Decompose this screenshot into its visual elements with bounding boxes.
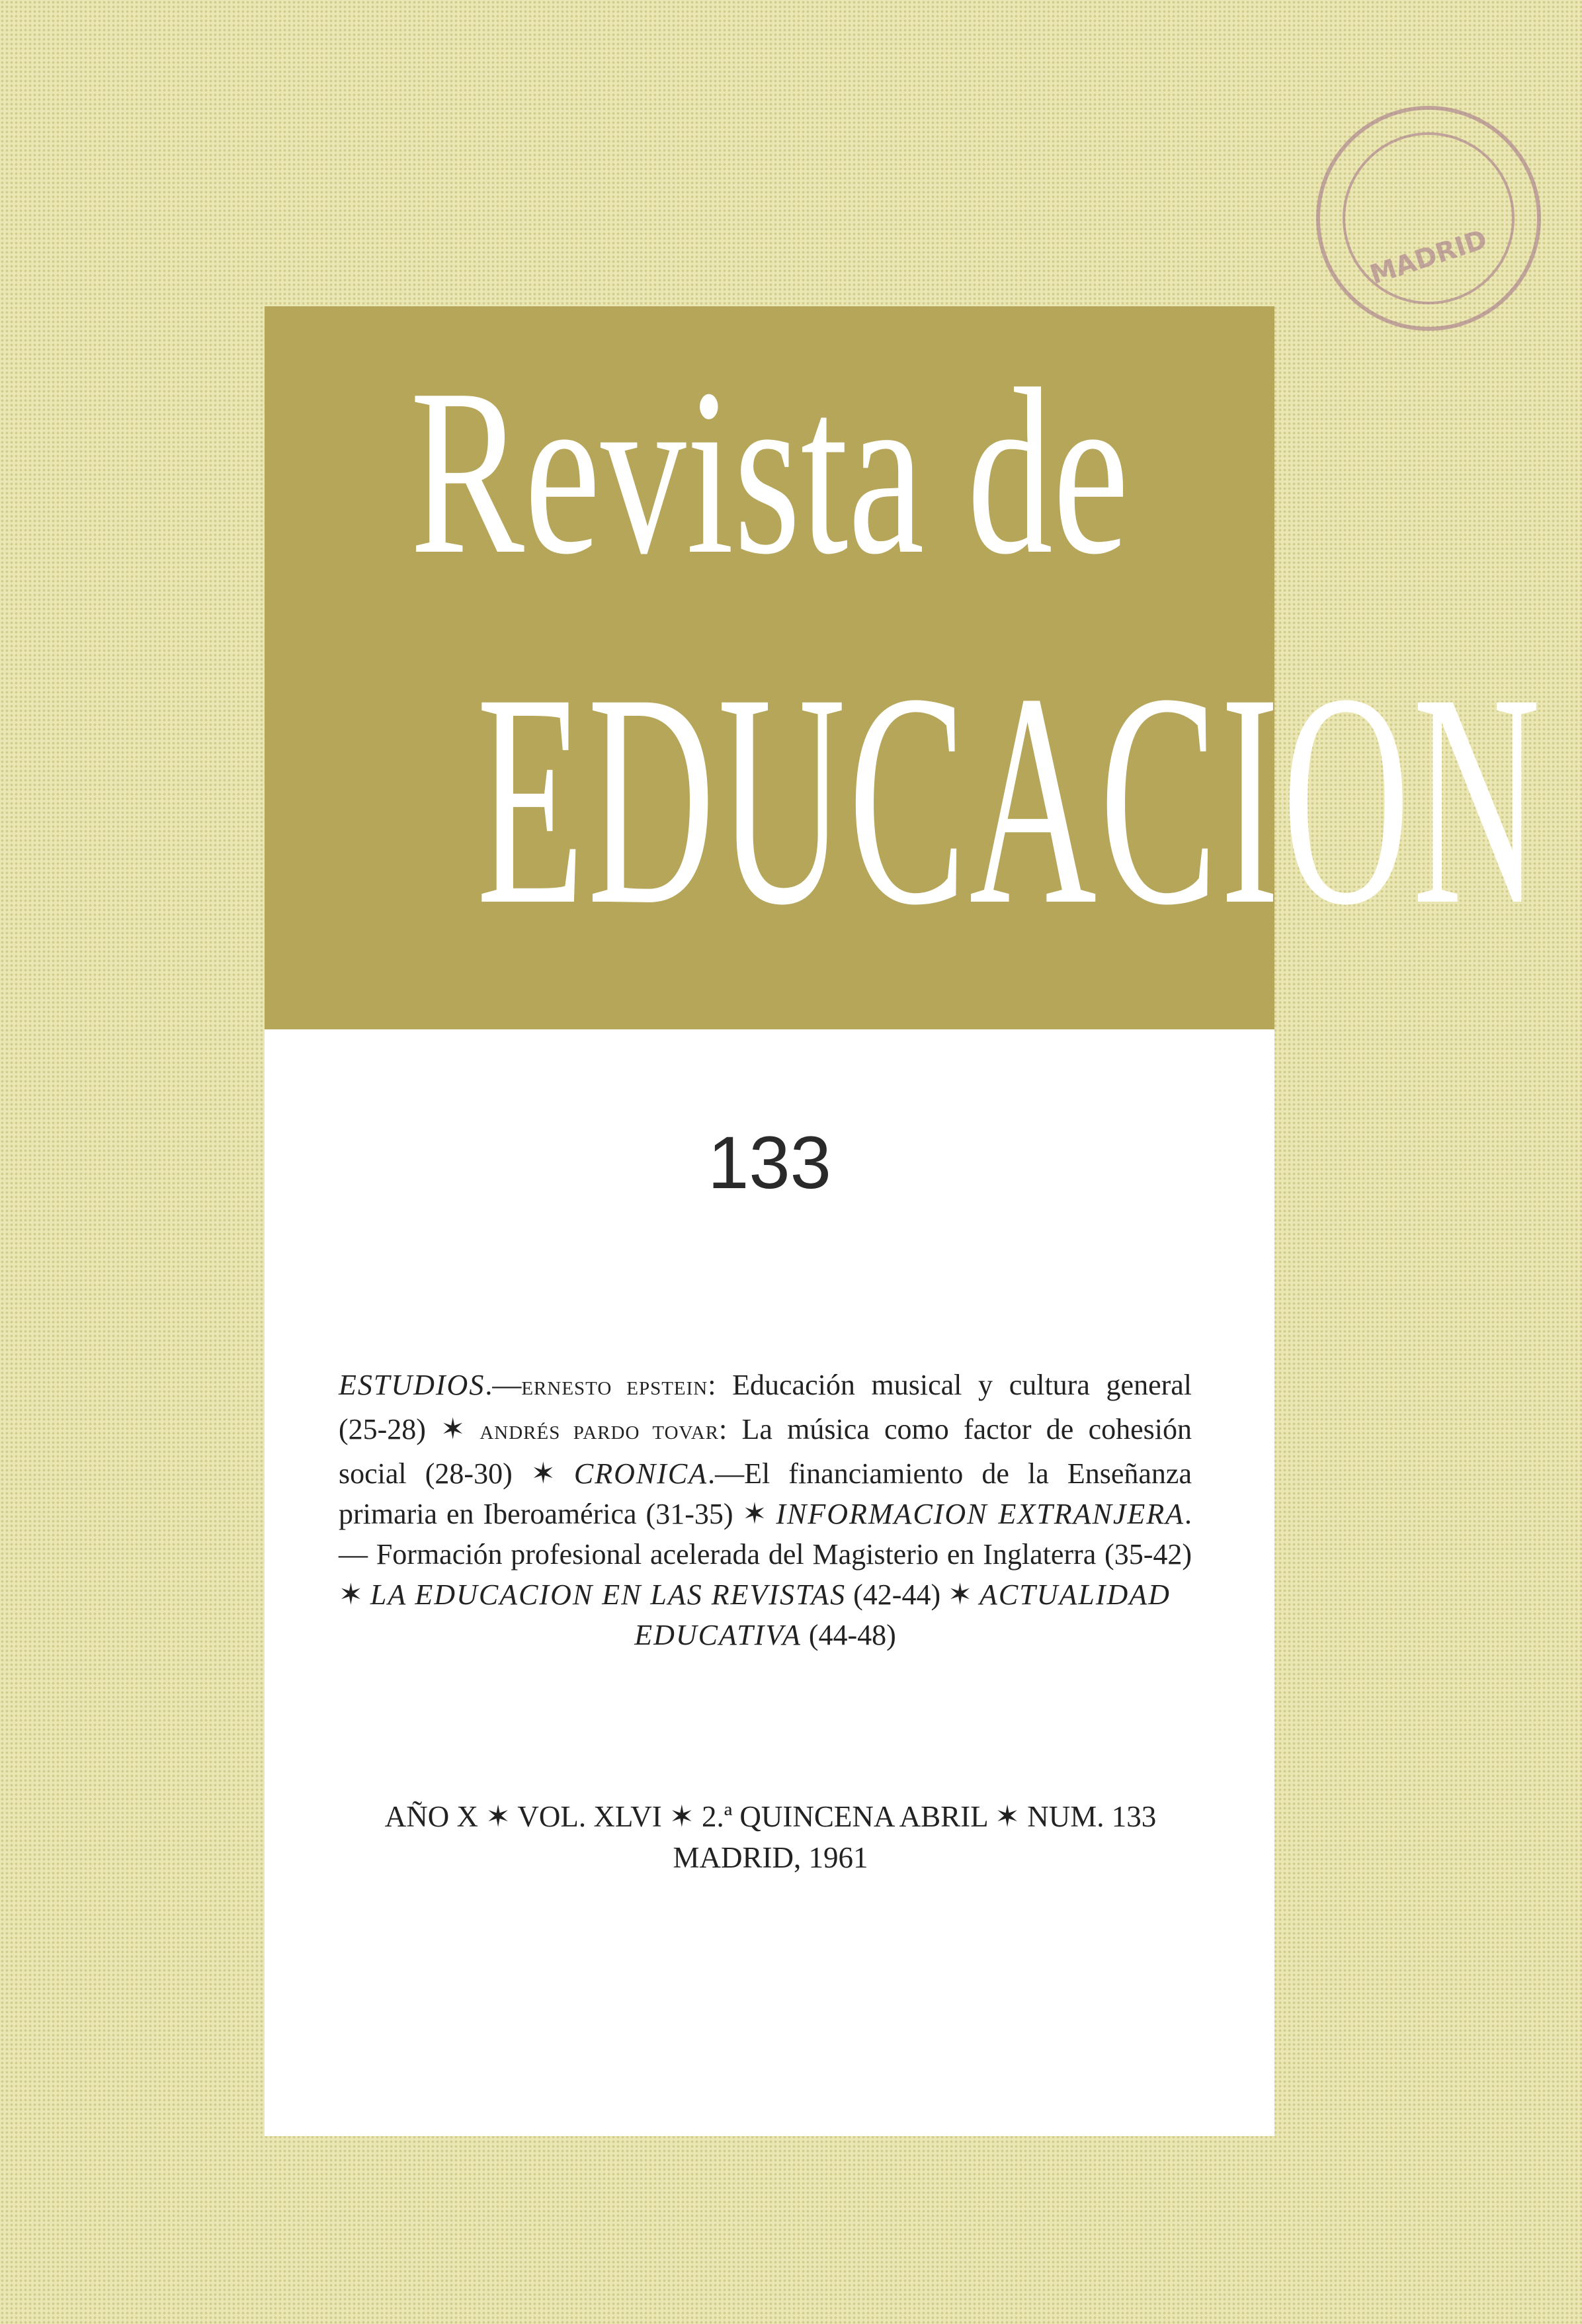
- library-stamp: [1316, 106, 1541, 331]
- section-cronica: CRONICA: [573, 1457, 708, 1490]
- issue-place-date: MADRID, 1961: [673, 1841, 868, 1874]
- article-musica-cohesion: La música como factor de cohesión social (28-30): [339, 1413, 1192, 1490]
- masthead-line-revista-de: Revista de: [410, 339, 1129, 603]
- author-epstein: ERNESTO EPSTEIN: [521, 1378, 708, 1399]
- issue-period: 2.ª QUINCENA ABRIL: [701, 1800, 987, 1833]
- issue-footer: [304, 1796, 1237, 1878]
- section-educacion-revistas: LA EDUCACION EN LAS REVISTAS: [370, 1578, 847, 1611]
- table-of-contents: ESTUDIOS.—ERNESTO EPSTEIN: Educación musical y cultura general (25-28) ✶ ANDRÉS PARDO TOVAR: La música como factor de cohesión social (28-30) ✶ CRONICA.—El financiamiento de la Enseñanza primaria en Iberoamérica (31-35) ✶ INFORMACION EXTRANJERA.— Formación profesional acelerada del Magisterio en Inglaterra (35-42) ✶ LA EDUCACION EN LAS REVISTAS (42-44) ✶ ACTUALIDAD EDUCATIVA (44-48): [339, 1365, 1192, 1655]
- author-pardo-tovar: ANDRÉS PARDO TOVAR: [479, 1422, 720, 1443]
- issue-info-line: AÑO X ✶ VOL. XLVI ✶ 2.ª QUINCENA ABRIL ✶ NUM. 133: [384, 1800, 1157, 1833]
- issue-num: NUM. 133: [1027, 1800, 1157, 1833]
- library-stamp-text: MADRID: [1366, 224, 1491, 291]
- issue-year: AÑO X: [384, 1800, 479, 1833]
- article-financiamiento: El financiamiento de la Enseñanza primaria en Iberoamérica (31-35): [339, 1457, 1192, 1530]
- issue-number: 133: [708, 1121, 831, 1204]
- section-actualidad: ACTUALIDAD: [979, 1578, 1171, 1611]
- masthead-line-educacion: EDUCACION: [476, 630, 1544, 968]
- masthead: [265, 306, 1544, 1029]
- article-formacion-profesional: Formación profesional acelerada del Magisterio en Inglaterra (35-42): [376, 1538, 1192, 1571]
- issue-volume: VOL. XLVI: [517, 1800, 662, 1833]
- cover-panel: [265, 306, 1544, 2136]
- toc-last-line: [339, 1615, 1192, 1655]
- section-educativa: EDUCATIVA: [634, 1619, 802, 1651]
- pages-actualidad-educativa: (44-48): [808, 1619, 896, 1651]
- section-estudios: ESTUDIOS: [339, 1369, 485, 1401]
- section-informacion-extranjera: INFORMACION EXTRANJERA: [776, 1498, 1185, 1530]
- article-educacion-musical: Educación musical y cultura general (25-28): [339, 1369, 1192, 1445]
- pages-educacion-revistas: (42-44): [853, 1578, 941, 1611]
